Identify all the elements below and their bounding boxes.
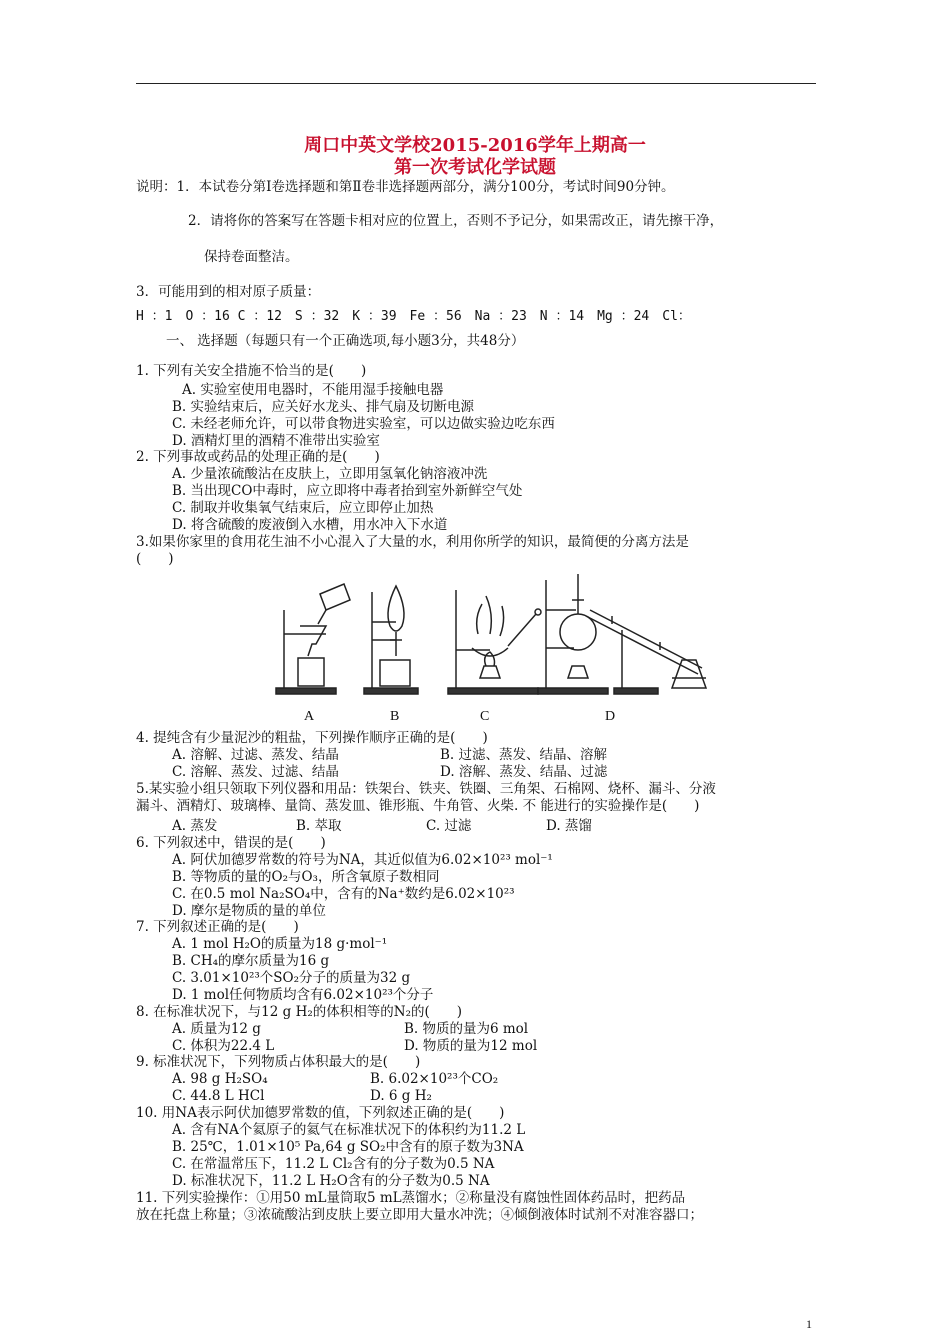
q10-option-b: B. 25℃，1.01×10⁵ Pa,64 g SO₂中含有的原子数为3NA	[172, 1139, 524, 1155]
q2-option-d: D. 将含硫酸的废液倒入水槽，用水冲入下水道	[172, 517, 448, 533]
q9-option-d: D. 6 g H₂	[370, 1088, 432, 1104]
q1-option-d: D. 酒精灯里的酒精不准带出实验室	[172, 433, 380, 449]
q7-option-a: A. 1 mol H₂O的质量为18 g·mol⁻¹	[172, 936, 388, 952]
exam-title-line2: 第一次考试化学试题	[394, 157, 556, 178]
label-c: C	[480, 709, 490, 724]
q9-option-a: A. 98 g H₂SO₄	[172, 1071, 268, 1087]
q3-paren: ( )	[136, 551, 174, 567]
q8-option-a: A. 质量为12 g	[172, 1021, 261, 1037]
label-d: D	[605, 709, 616, 724]
page-number: 1	[806, 1317, 812, 1331]
q4-option-a: A. 溶解、过滤、蒸发、结晶	[172, 747, 339, 763]
q6-option-a: A. 阿伏加德罗常数的符号为NA，其近似值为6.02×10²³ mol⁻¹	[172, 852, 553, 868]
q5-option-d: D. 蒸馏	[546, 818, 592, 834]
q7-option-b: B. CH₄的摩尔质量为16 g	[172, 953, 330, 969]
q8-option-c: C. 体积为22.4 L	[172, 1038, 275, 1054]
header-rule	[136, 83, 816, 84]
q10-option-c: C. 在常温常压下，11.2 L Cl₂含有的分子数为0.5 NA	[172, 1156, 495, 1172]
q7-option-c: C. 3.01×10²³个SO₂分子的质量为32 g	[172, 970, 411, 986]
q10-option-d: D. 标准状况下，11.2 L H₂O含有的分子数为0.5 NA	[172, 1173, 490, 1189]
note-1: 说明：1．本试卷分第Ⅰ卷选择题和第Ⅱ卷非选择题两部分，满分100分，考试时间90分钟。	[136, 179, 675, 195]
apparatus-a-filtration	[276, 584, 350, 694]
note-2a: 2．请将你的答案写在答题卡相对应的位置上，否则不予记分，如果需改正，请先擦干净，	[188, 213, 724, 229]
exam-title-line1: 周口中英文学校2015-2016学年上期高一	[304, 135, 646, 156]
q2-option-a: A. 少量浓硫酸沾在皮肤上，立即用氢氧化钠溶液冲洗	[172, 466, 488, 482]
apparatus-c-evaporation	[448, 590, 541, 694]
q4-option-b: B. 过滤、蒸发、结晶、溶解	[440, 747, 608, 763]
label-b: B	[390, 709, 400, 724]
q11-line2: 放在托盘上称量；③浓硫酸沾到皮肤上要立即用大量水冲洗；④倾倒液体时试剂不对准容器口；	[136, 1207, 703, 1223]
q6-stem: 6. 下列叙述中，错误的是( )	[136, 835, 326, 851]
q3-stem: 3.如果你家里的食用花生油不小心混入了大量的水，利用你所学的知识，最简便的分离方法是	[136, 534, 689, 550]
q8-stem: 8. 在标准状况下，与12 g H₂的体积相等的N₂的( )	[136, 1004, 463, 1020]
q1-option-a: A. 实验室使用电器时，不能用湿手接触电器	[182, 382, 444, 398]
section-heading: 一、 选择题（每题只有一个正确选项,每小题3分，共48分）	[166, 333, 525, 349]
atomic-masses: H ：1 O ：16 C ：12 S ：32 K ：39 Fe ：56 Na ：23 N ：14 Mg ：24 Cl：	[136, 309, 691, 324]
q2-option-c: C. 制取并收集氧气结束后，应立即停止加热	[172, 500, 434, 516]
note-3: 3．可能用到的相对原子质量：	[136, 284, 321, 300]
q5-stem2: 漏斗、酒精灯、玻璃棒、量筒、蒸发皿、锥形瓶、牛角管、火柴. 不 能进行的实验操作是( )	[136, 798, 700, 814]
apparatus-d-distillation	[538, 574, 706, 694]
q10-option-a: A. 含有NA个氦原子的氦气在标准状况下的体积约为11.2 L	[172, 1122, 526, 1138]
q11-line1: 11. 下列实验操作：①用50 mL量筒取5 mL蒸馏水；②称量没有腐蚀性固体药品时，把药品	[136, 1190, 686, 1206]
q8-option-b: B. 物质的量为6 mol	[404, 1021, 529, 1037]
q4-stem: 4. 提纯含有少量泥沙的粗盐，下列操作顺序正确的是( )	[136, 730, 488, 746]
q6-option-b: B. 等物质的量的O₂与O₃，所含氧原子数相同	[172, 869, 440, 885]
q4-option-c: C. 溶解、蒸发、过滤、结晶	[172, 764, 339, 780]
q4-option-d: D. 溶解、蒸发、结晶、过滤	[440, 764, 608, 780]
q6-option-c: C. 在0.5 mol Na₂SO₄中，含有的Na⁺数约是6.02×10²³	[172, 886, 515, 902]
label-a: A	[304, 709, 315, 724]
apparatus-b-sepfunnel	[364, 586, 418, 694]
q9-option-c: C. 44.8 L HCl	[172, 1088, 265, 1104]
q7-option-d: D. 1 mol任何物质均含有6.02×10²³个分子	[172, 987, 434, 1003]
q2-stem: 2. 下列事故或药品的处理正确的是( )	[136, 449, 380, 465]
q10-stem: 10. 用NA表示阿伏加德罗常数的值，下列叙述正确的是( )	[136, 1105, 505, 1121]
q5-option-b: B. 萃取	[296, 818, 342, 834]
q1-option-b: B. 实验结束后，应关好水龙头、排气扇及切断电源	[172, 399, 475, 415]
note-2b: 保持卷面整洁。	[204, 249, 299, 265]
q1-option-c: C. 未经老师允许，可以带食物进实验室，可以边做实验边吃东西	[172, 416, 555, 432]
q6-option-d: D. 摩尔是物质的量的单位	[172, 903, 326, 919]
q8-option-d: D. 物质的量为12 mol	[404, 1038, 538, 1054]
q5-option-a: A. 蒸发	[172, 818, 218, 834]
q5-option-c: C. 过滤	[426, 818, 472, 834]
q5-stem1: 5.某实验小组只领取下列仪器和用品：铁架台、铁夹、铁圈、三角架、石棉网、烧杯、漏斗、分液	[136, 781, 716, 797]
q2-option-b: B. 当出现CO中毒时，应立即将中毒者抬到室外新鲜空气处	[172, 483, 523, 499]
q7-stem: 7. 下列叙述正确的是( )	[136, 919, 299, 935]
apparatus-figure	[268, 570, 718, 730]
q1-stem: 1. 下列有关安全措施不恰当的是( )	[136, 363, 367, 379]
q9-option-b: B. 6.02×10²³个CO₂	[370, 1071, 499, 1087]
q9-stem: 9. 标准状况下，下列物质占体积最大的是( )	[136, 1054, 421, 1070]
